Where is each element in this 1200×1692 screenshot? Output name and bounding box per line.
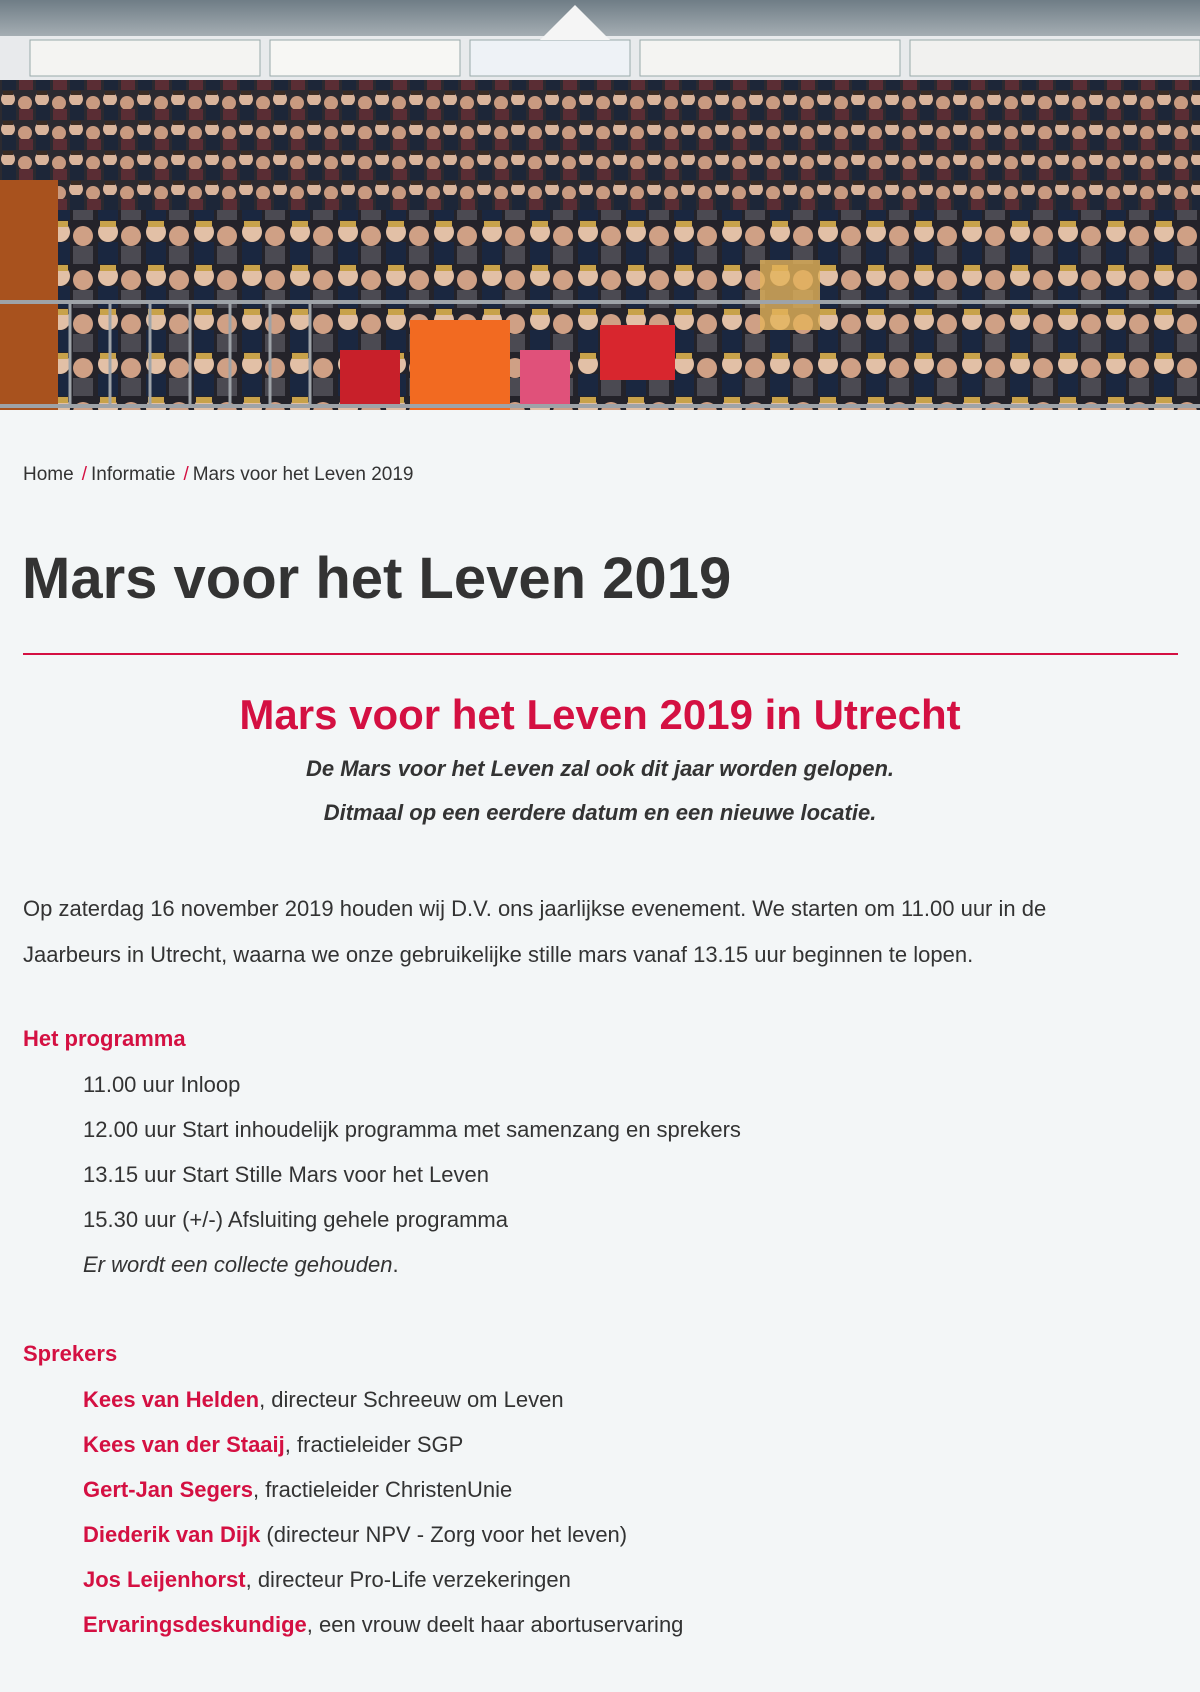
speaker-role: , fractieleider ChristenUnie (252, 1477, 513, 1502)
list-item: 12.00 uur Start inhoudelijk programma met samenzang en sprekers (83, 1117, 741, 1142)
speaker-item (83, 1512, 683, 1557)
speaker-role: , directeur Pro-Life verzekeringen (245, 1567, 571, 1592)
list-item: 11.00 uur Inloop (83, 1072, 241, 1097)
breadcrumb (23, 464, 413, 486)
speaker-name-link[interactable]: Jos Leijenhorst (83, 1567, 246, 1592)
hero-image (0, 0, 1200, 410)
speaker-name-link[interactable]: Kees van Helden (83, 1387, 260, 1412)
lead-line-1: De Mars voor het Leven zal ook dit jaar worden gelopen. (305, 756, 895, 781)
speaker-item (83, 1467, 683, 1512)
breadcrumb-current: Mars voor het Leven 2019 (192, 464, 414, 485)
programma-heading: Het programma (23, 1026, 186, 1051)
intro-paragraph: Op zaterdag 16 november 2019 houden wij D.V. ons jaarlijkse evenement. We starten om 11.00 uur in de Jaarbeurs in Utrecht, waarna we onze gebruikelijke stille mars vanaf 13.15 uur beginnen te lopen. (23, 896, 1047, 967)
collecte-note-suffix: . (392, 1252, 399, 1277)
page-title: Mars voor het Leven 2019 (22, 546, 732, 611)
list-item: 13.15 uur Start Stille Mars voor het Leven (83, 1162, 489, 1187)
speaker-role: , een vrouw deelt haar abortuservaring (306, 1612, 684, 1637)
sprekers-heading: Sprekers (23, 1341, 118, 1366)
list-item: 15.30 uur (+/-) Afsluiting gehele programma (83, 1207, 508, 1232)
article-subtitle: Mars voor het Leven 2019 in Utrecht (239, 691, 961, 738)
breadcrumb-separator: / (81, 464, 87, 485)
speaker-name-link[interactable]: Kees van der Staaij (83, 1432, 285, 1457)
speaker-role: (directeur NPV - Zorg voor het leven) (260, 1522, 628, 1547)
speaker-item (83, 1422, 683, 1467)
crowd-photo (0, 0, 1200, 410)
speaker-role: , fractieleider SGP (284, 1432, 464, 1457)
lead-line-2: Ditmaal op een eerdere datum en een nieuwe locatie. (323, 800, 877, 825)
speaker-name-link[interactable]: Diederik van Dijk (83, 1522, 261, 1547)
collecte-note (83, 1242, 741, 1287)
title-divider (23, 653, 1178, 655)
speaker-item (83, 1602, 683, 1647)
breadcrumb-home-link[interactable]: Home (23, 464, 74, 485)
speaker-role: , directeur Schreeuw om Leven (259, 1387, 564, 1412)
breadcrumb-separator: / (183, 464, 189, 485)
speaker-item (83, 1377, 683, 1422)
speaker-item (83, 1557, 683, 1602)
speaker-name-link[interactable]: Gert-Jan Segers (83, 1477, 253, 1502)
sprekers-list (83, 1377, 683, 1647)
breadcrumb-informatie-link[interactable]: Informatie (90, 464, 176, 485)
speaker-name-link[interactable]: Ervaringsdeskundige (83, 1612, 307, 1637)
programma-list (83, 1062, 741, 1287)
collecte-note-text: Er wordt een collecte gehouden (83, 1252, 393, 1277)
